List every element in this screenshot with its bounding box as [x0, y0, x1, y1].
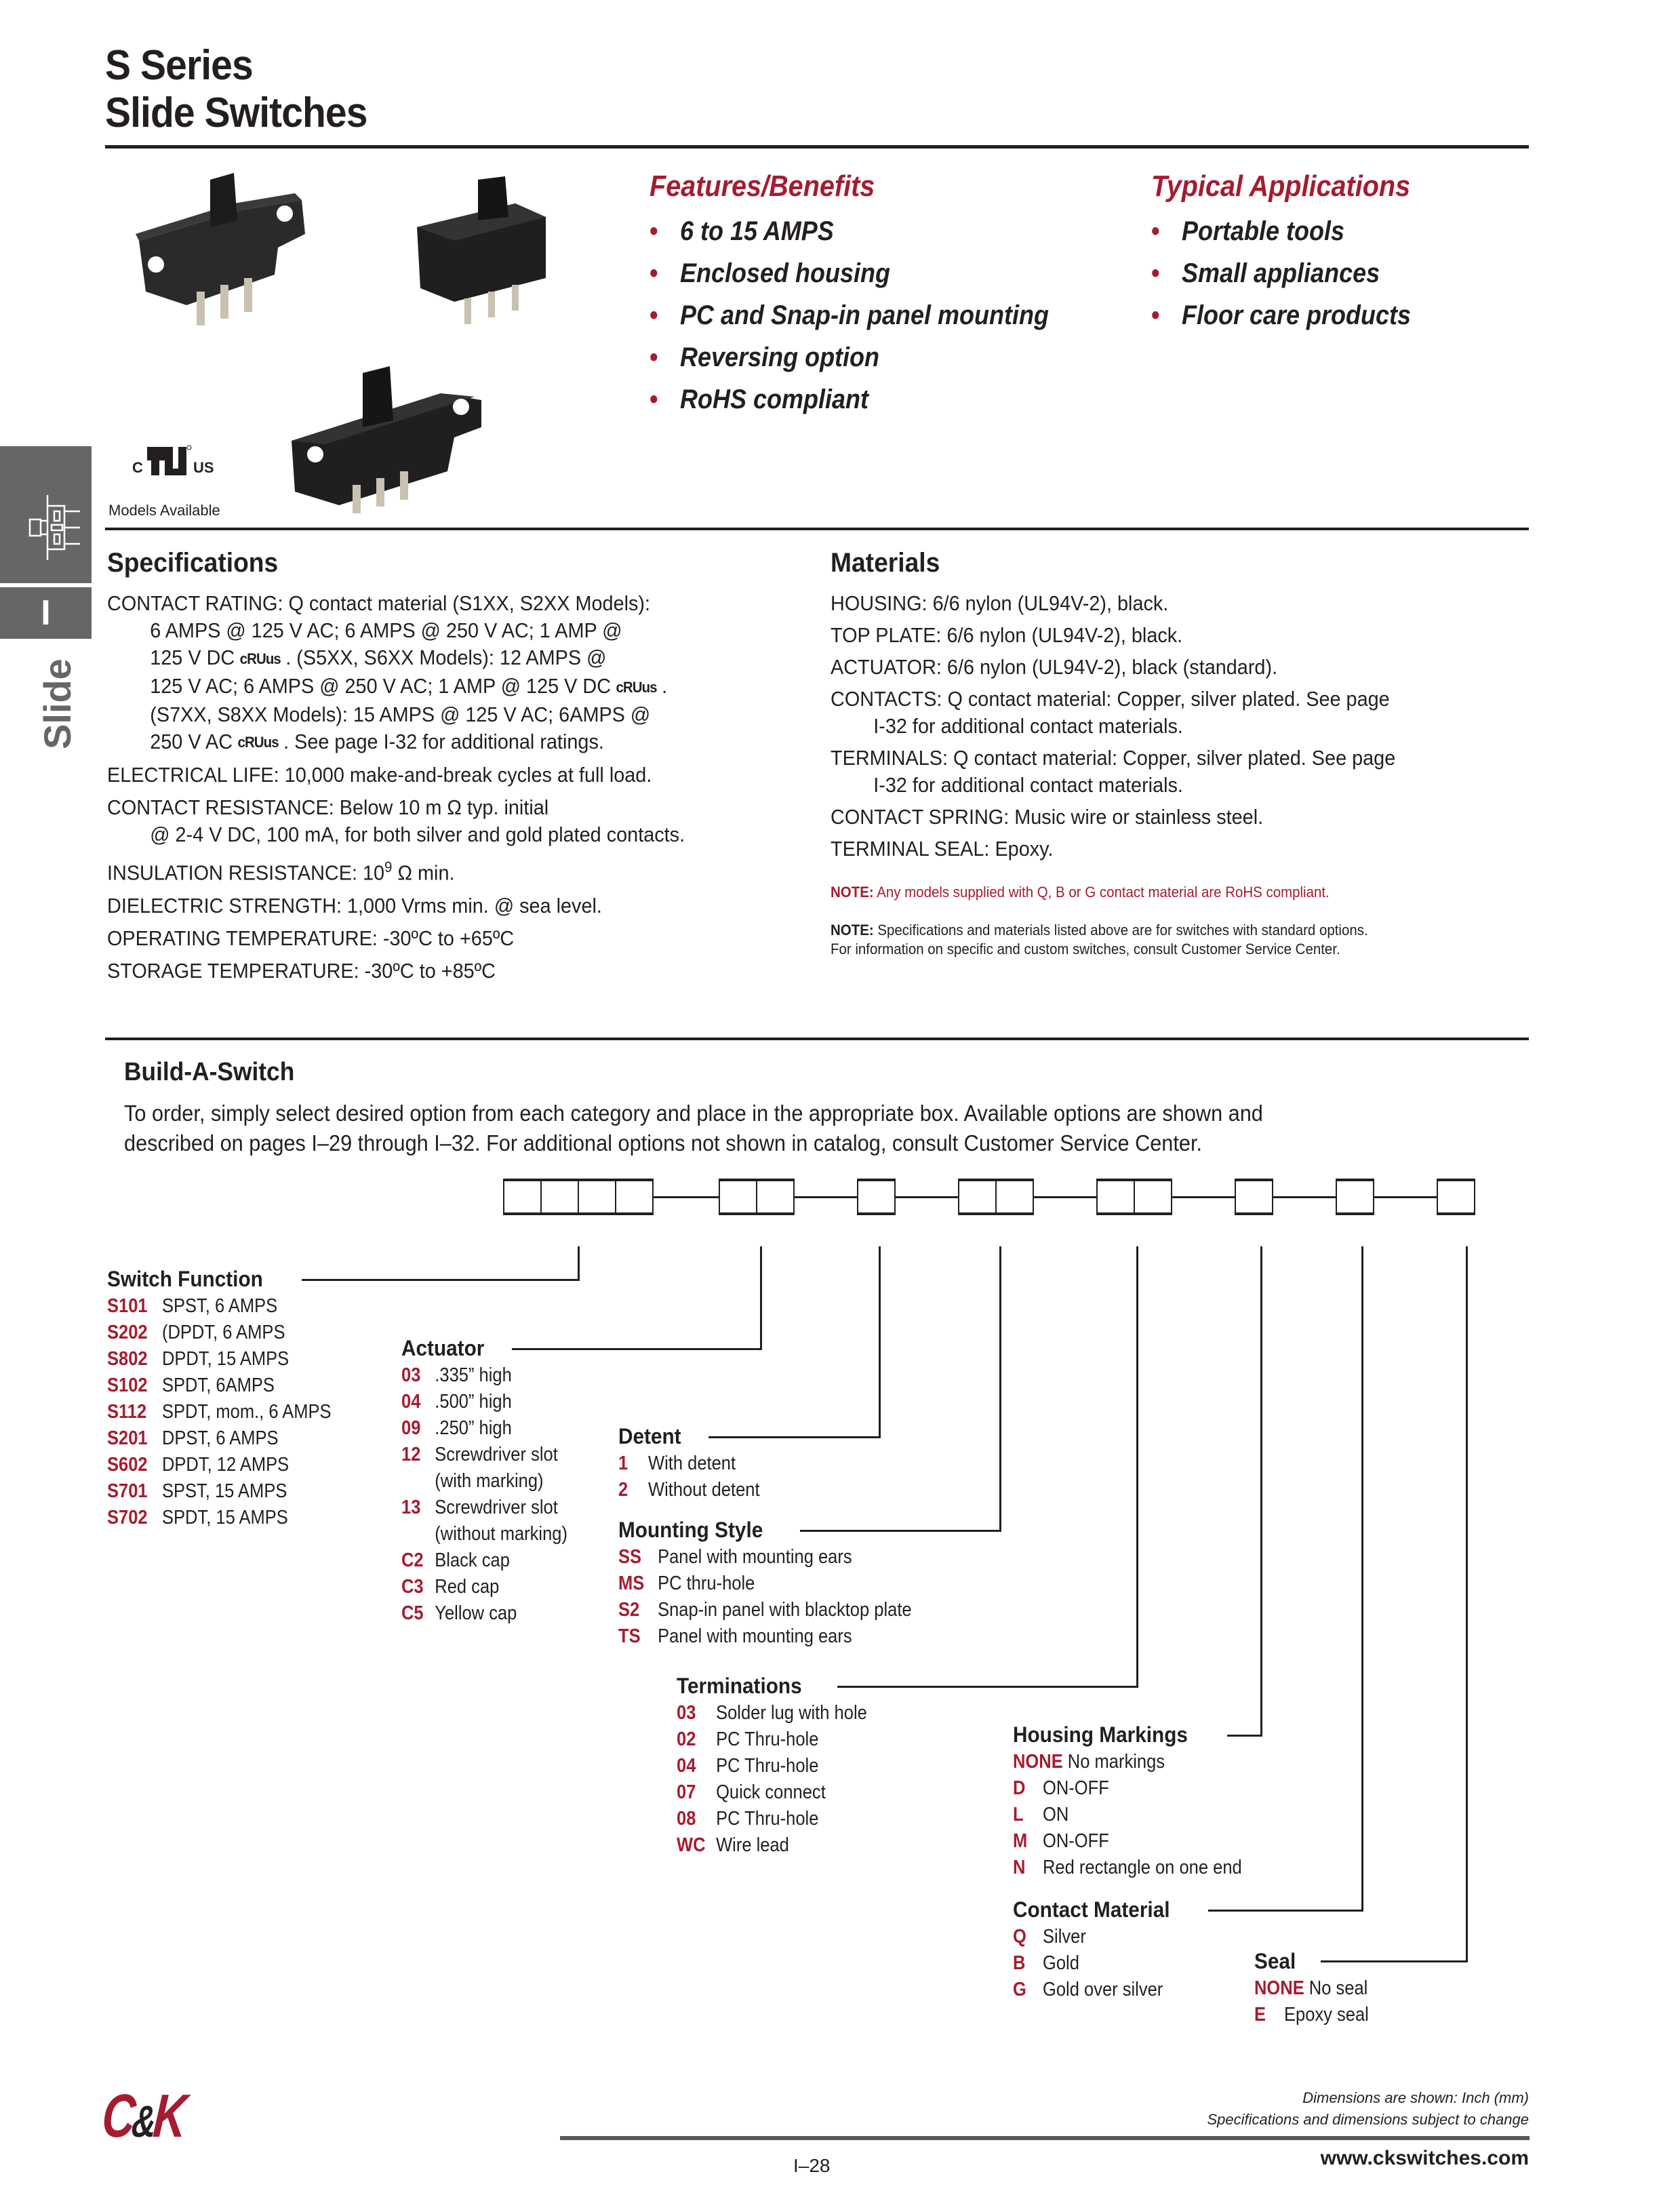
option-item: B Gold: [1013, 1952, 1079, 1974]
ul-logo-icon: [144, 444, 192, 479]
option-item: S701 SPST, 15 AMPS: [107, 1480, 287, 1502]
spec-line: CONTACT RATING: Q contact material (S1XX, S2XX Models):: [107, 591, 651, 615]
category-mounting-style: [618, 1518, 952, 1650]
spec-line: STORAGE TEMPERATURE: -30ºC to +85ºC: [107, 958, 496, 983]
specifications-heading: Specifications: [107, 548, 279, 578]
category-actuator: [401, 1336, 590, 1627]
spec-line: 250 V AC cRUus . See page I-32 for additional ratings.: [107, 728, 685, 757]
option-item: 04 PC Thru-hole: [677, 1755, 819, 1777]
connector-line: [1374, 1196, 1438, 1198]
material-line: TERMINALS: Q contact material: Copper, silver plated. See page: [831, 746, 1396, 770]
spec-line: DIELECTRIC STRENGTH: 1,000 Vrms min. @ sea level.: [107, 893, 602, 917]
build-a-switch-rule: [105, 1038, 1529, 1040]
option-item: NONE No markings: [1013, 1751, 1165, 1773]
option-item: C3 Red cap: [401, 1576, 500, 1598]
applications-list: [1151, 210, 1440, 336]
option-item: MS PC thru-hole: [618, 1573, 755, 1594]
build-a-switch-description: To order, simply select desired option from each category and place in the appropriate box. Available options are shown and described on pages I–29 through I–32. For additional options not shown in catalog, consult Customer Service Center.: [124, 1101, 1263, 1156]
category-heading: Detent: [618, 1424, 681, 1448]
category-seal: [1254, 1949, 1384, 2028]
footer-rule: [560, 2136, 1530, 2140]
category-housing-markings: [1013, 1722, 1273, 1881]
spec-line: 125 V AC; 6 AMPS @ 250 V AC; 1 AMP @ 125 V DC cRUus .: [107, 673, 685, 701]
title-line-series: S Series: [105, 42, 253, 89]
application-item: • Portable tools: [1151, 210, 1411, 252]
spec-line: @ 2-4 V DC, 100 mA, for both silver and gold plated contacts.: [150, 823, 685, 847]
material-line: I-32 for additional contact materials.: [873, 773, 1183, 797]
option-item: 2 Without detent: [618, 1479, 760, 1501]
option-item: 1 With detent: [618, 1453, 736, 1474]
leader-vertical: [1361, 1246, 1363, 1911]
material-line: HOUSING: 6/6 nylon (UL94V-2), black.: [831, 591, 1169, 615]
category-heading: Switch Function: [107, 1267, 263, 1291]
code-box-actuator-1[interactable]: [719, 1179, 757, 1215]
feature-item: • 6 to 15 AMPS: [650, 210, 1049, 252]
category-heading: Housing Markings: [1013, 1722, 1188, 1747]
option-item: S2 Snap-in panel with blacktop plate: [618, 1599, 912, 1621]
option-item: S702 SPDT, 15 AMPS: [107, 1507, 288, 1528]
category-heading: Terminations: [677, 1674, 802, 1698]
code-box-switch-function-1[interactable]: [503, 1179, 542, 1215]
spec-line: INSULATION RESISTANCE: $10^9$ Ω min.: [107, 858, 455, 885]
code-box-switch-function-2[interactable]: [540, 1179, 579, 1215]
option-item: G Gold over silver: [1013, 1979, 1163, 2000]
models-available-caption: Models Available: [108, 502, 220, 519]
option-item: SS Panel with mounting ears: [618, 1546, 852, 1568]
build-a-switch-heading: Build-A-Switch: [124, 1058, 295, 1086]
bullet-icon: •: [650, 300, 658, 330]
option-item: Q Silver: [1013, 1926, 1086, 1948]
option-item: M ON-OFF: [1013, 1830, 1109, 1852]
option-item: E Epoxy seal: [1254, 2004, 1369, 2026]
ck-logo: C&K: [100, 2082, 186, 2150]
connector-line: [1034, 1196, 1098, 1198]
connector-line: [1172, 1196, 1236, 1198]
category-switch-function: [107, 1267, 362, 1531]
side-tab-label: Slide: [36, 658, 79, 749]
spec-line: ELECTRICAL LIFE: 10,000 make-and-break cycles at full load.: [107, 763, 652, 787]
slide-switch-icon: [27, 494, 81, 561]
option-item: S202 (DPDT, 6 AMPS: [107, 1322, 285, 1343]
website-link[interactable]: www.ckswitches.com: [1320, 2147, 1529, 2169]
material-line: TERMINAL SEAL: Epoxy.: [831, 837, 1054, 861]
code-box-switch-function-3[interactable]: [578, 1179, 616, 1215]
material-line: ACTUATOR: 6/6 nylon (UL94V-2), black (standard).: [831, 655, 1278, 679]
product-photo-panel-mount: [132, 173, 315, 329]
spec-line: 125 V DC cRUus . (S5XX, S6XX Models): 12 AMPS @: [107, 644, 685, 673]
option-item: 12 Screwdriver slot: [401, 1444, 558, 1465]
product-photo-pc-mount: [414, 176, 549, 325]
leader-vertical: [879, 1246, 881, 1438]
option-item: NONE No seal: [1254, 1977, 1368, 1999]
spec-line: (S7XX, S8XX Models): 15 AMPS @ 125 V AC; 6AMPS @: [150, 702, 651, 726]
option-item: C2 Black cap: [401, 1549, 510, 1571]
bullet-icon: •: [1151, 216, 1160, 246]
category-heading: Mounting Style: [618, 1518, 763, 1542]
option-item: S802 DPDT, 15 AMPS: [107, 1348, 289, 1370]
feature-item: • RoHS compliant: [650, 378, 1049, 420]
category-heading: Actuator: [401, 1336, 485, 1360]
code-box-terminations-2[interactable]: [1134, 1179, 1172, 1215]
option-item-continued: (without marking): [435, 1523, 567, 1545]
option-item-continued: (with marking): [435, 1470, 544, 1492]
spec-line: CONTACT RESISTANCE: Below 10 m Ω typ. initial: [107, 795, 549, 820]
leader-vertical: [760, 1246, 762, 1349]
code-box-contact-material[interactable]: [1336, 1179, 1374, 1215]
application-item: • Floor care products: [1151, 294, 1411, 336]
option-item: 04 .500” high: [401, 1391, 512, 1413]
option-item: N Red rectangle on one end: [1013, 1857, 1242, 1878]
material-line: CONTACTS: Q contact material: Copper, silver plated. See page: [831, 687, 1390, 711]
ul-mark-us: US: [193, 459, 214, 476]
bullet-icon: •: [650, 342, 658, 372]
code-box-mounting-2[interactable]: [995, 1179, 1034, 1215]
ul-mark-icon: cRUus: [616, 678, 657, 696]
applications-heading: Typical Applications: [1151, 170, 1411, 203]
connector-line: [1273, 1196, 1337, 1198]
rohs-note: NOTE: Any models supplied with Q, B or G contact material are RoHS compliant.: [831, 884, 1330, 901]
option-item: WC Wire lead: [677, 1834, 789, 1856]
category-heading: Contact Material: [1013, 1897, 1170, 1922]
option-item: 07 Quick connect: [677, 1781, 826, 1803]
option-item: 03 Solder lug with hole: [677, 1702, 867, 1724]
page-title: [105, 42, 367, 137]
feature-item: • PC and Snap-in panel mounting: [650, 294, 1049, 336]
code-box-actuator-2[interactable]: [756, 1179, 795, 1215]
features-heading: Features/Benefits: [650, 170, 875, 203]
bullet-icon: •: [1151, 300, 1160, 330]
code-box-seal[interactable]: [1437, 1179, 1475, 1215]
category-terminations: [677, 1674, 893, 1859]
material-line: TOP PLATE: 6/6 nylon (UL94V-2), black.: [831, 623, 1183, 647]
connector-line: [654, 1196, 720, 1198]
specs-rule: [105, 528, 1529, 530]
option-item: S112 SPDT, mom., 6 AMPS: [107, 1401, 332, 1423]
specifications-list: [107, 590, 728, 985]
page-number: I–28: [793, 2155, 831, 2176]
option-item: S602 DPDT, 12 AMPS: [107, 1454, 289, 1476]
option-item: D ON-OFF: [1013, 1777, 1109, 1799]
leader-horizontal: [1208, 1910, 1363, 1912]
leader-vertical: [999, 1246, 1001, 1531]
ul-mark-icon: cRUus: [239, 650, 281, 667]
bullet-icon: •: [650, 216, 658, 246]
option-item: 08 PC Thru-hole: [677, 1808, 819, 1830]
option-item: S201 DPST, 6 AMPS: [107, 1427, 279, 1449]
connector-line: [795, 1196, 858, 1198]
material-line: CONTACT SPRING: Music wire or stainless steel.: [831, 805, 1264, 829]
title-line-product: Slide Switches: [105, 90, 367, 136]
connector-line: [896, 1196, 959, 1198]
code-box-terminations-1[interactable]: [1096, 1179, 1135, 1215]
footer-notes: Dimensions are shown: Inch (mm) Specifications and dimensions subject to change: [1207, 2089, 1529, 2128]
code-box-mounting-1[interactable]: [958, 1179, 997, 1215]
bullet-icon: •: [650, 258, 658, 288]
standard-options-note: NOTE: Specifications and materials listed above are for switches with standard options. For information on specific and custom switches, consult Customer Service Center.: [831, 922, 1368, 957]
leader-vertical: [578, 1246, 580, 1280]
code-box-switch-function-4[interactable]: [615, 1179, 654, 1215]
category-detent: [618, 1424, 779, 1503]
product-photo-snap-in: [278, 353, 495, 515]
side-tab-icon-box: [0, 446, 92, 583]
option-item: S101 SPST, 6 AMPS: [107, 1295, 278, 1317]
header-rule: [105, 145, 1529, 149]
materials-list: [831, 590, 1438, 863]
bullet-icon: •: [650, 384, 658, 414]
feature-item: • Reversing option: [650, 336, 1049, 378]
leader-vertical: [1466, 1246, 1468, 1962]
ul-mark-icon: cRUus: [237, 734, 279, 751]
leader-vertical: [1136, 1246, 1138, 1687]
option-item: TS Panel with mounting ears: [618, 1625, 852, 1647]
code-box-housing-markings[interactable]: [1235, 1179, 1273, 1215]
option-item: 03 .335” high: [401, 1364, 512, 1386]
materials-heading: Materials: [831, 548, 940, 578]
spec-line: OPERATING TEMPERATURE: -30ºC to +65ºC: [107, 926, 515, 950]
side-tab-section-box: [0, 587, 92, 639]
ul-mark-c: C: [132, 459, 143, 476]
feature-item: • Enclosed housing: [650, 252, 1049, 294]
leader-vertical: [1260, 1246, 1262, 1736]
application-item: • Small appliances: [1151, 252, 1411, 294]
option-item: 13 Screwdriver slot: [401, 1497, 558, 1518]
ul-certification-mark: [132, 444, 227, 485]
option-item: S102 SPDT, 6AMPS: [107, 1375, 275, 1396]
code-box-detent[interactable]: [857, 1179, 896, 1215]
section-letter: I: [41, 593, 51, 633]
category-contact-material: [1013, 1897, 1183, 2003]
option-item: 09 .250” high: [401, 1417, 512, 1439]
option-item: L ON: [1013, 1804, 1069, 1825]
spec-line: 6 AMPS @ 125 V AC; 6 AMPS @ 250 V AC; 1 AMP @: [150, 618, 622, 642]
option-item: 02 PC Thru-hole: [677, 1729, 819, 1750]
features-list: [650, 210, 1093, 420]
option-item: C5 Yellow cap: [401, 1602, 517, 1624]
material-line: I-32 for additional contact materials.: [873, 714, 1183, 738]
category-heading: Seal: [1254, 1949, 1296, 1973]
bullet-icon: •: [1151, 258, 1160, 288]
